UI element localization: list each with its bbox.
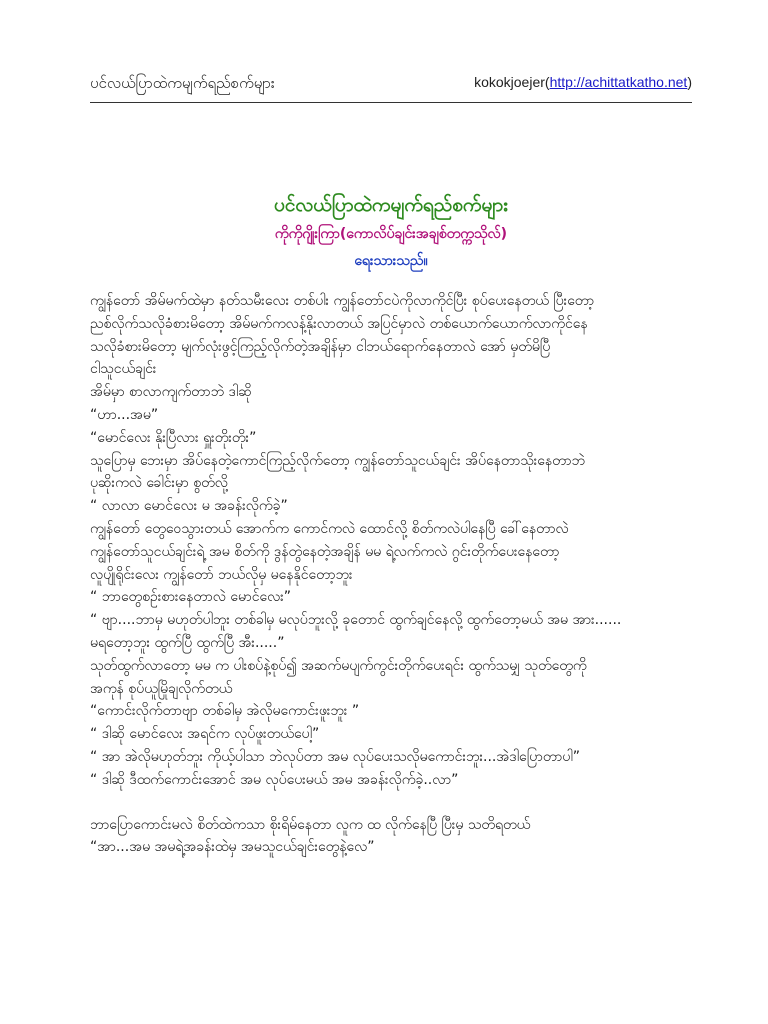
text-line: ပုဆိုးကလဲ ခေါင်းမှာ စွတ်လို့ [90,475,228,492]
text-line: ငါသူငယ်ချင်း [90,361,157,378]
text-line: ညစ်လိုက်သလိုခံစားမိတော့ အိမ်မက်ကလန့်နိုးလာတယ် အပြင်မှာလဲ တစ်ယောက်ယောက်လာကိုင်နေ [90,315,588,332]
paragraph-gap [90,792,692,814]
header-title: ပင်လယ်ပြာထဲကမျက်ရည်စက်များ [90,74,275,92]
text-line: ကျွန်တော်သူငယ်ချင်းရဲ့ အမ စိတ်ကို ဒွန်တွဲနေတဲ့အချိန် မမ ရဲ့လက်ကလဲ ဂွင်းတိုက်ပေးနေတော့ [90,543,560,560]
header-author-close: ) [687,74,692,90]
text-line: အကုန် စုပ်ယူမြိုချလိုက်တယ် [90,680,233,697]
header-author [474,74,692,90]
text-line: “ အာ အဲလိုမဟုတ်ဘူး ကိုယ့်ပါသာ ဘဲလုပ်တာ အမ လုပ်ပေးသလိုမကောင်းဘူး...အဲဒါပြောတာပါ” [90,748,580,765]
text-line: အိမ်မှာ စာလာကျက်တာဘဲ ဒါဆို [90,384,252,401]
text-line: “ဟာ...အမ” [90,406,159,423]
header-link[interactable]: http://achittatkatho.net [549,74,688,90]
text-line: ကျွန်တော် တွေဝေသွားတယ် အောက်က ကောင်ကလဲ ထောင်လို့ စိတ်ကလဲပါနေပြီ ခေါ်နေတာလဲ [90,520,569,537]
story-body [90,290,692,859]
paragraph-group-1 [90,290,692,792]
text-line: “ လာလာ မောင်လေး မ အခန်းလိုက်ခဲ့” [90,498,288,515]
header-author-name: kokokjoejer( [474,74,550,90]
text-line: လူပျိုရိုင်းလေး ကျွန်တော် ဘယ်လိုမှ မနေနိုင်တော့ဘူး [90,566,353,583]
title-block [90,190,692,274]
text-line: “ ဗျာ....ဘာမှ မဟုတ်ပါဘူး တစ်ခါမှ မလုပ်ဘူးလို့ ခုတောင် ထွက်ချင်နေလို့ ထွက်တော့မယ် အမ အား...... [90,612,622,629]
text-line: မရတော့ဘူး ထွက်ပြီ ထွက်ပြီ အီး.....” [90,634,285,651]
text-line: “အာ...အမ အမရဲ့အခန်းထဲမှ အမသူငယ်ချင်းတွေနဲ့လေ” [90,839,375,856]
text-line: “ကောင်းလိုက်တာဗျာ တစ်ခါမှ အဲလိုမကောင်းဖူးဘူး ” [90,703,360,720]
story-author: ကိုကိုဂျိုးကြာ(ကောလိပ်ချင်းအချစ်တက္ကသိုလ်) [274,226,508,242]
text-line: သလိုခံစားမိတော့ မျက်လုံးဖွင့်ကြည့်လိုက်တဲ့အချိန်မှာ ငါဘယ်ရောက်နေတာလဲ အော် မှတ်မိပြီ [90,338,551,355]
text-line: သုတ်ထွက်လာတော့ မမ က ပါးစပ်နဲ့စုပ်၍ အဆက်မပျက်ကွင်းတိုက်ပေးရင်း ထွက်သမျှ သုတ်တွေကို [90,657,587,674]
text-line: သူပြောမှ ဘေးမှာ အိပ်နေတဲ့ကောင်ကြည့်လိုက်တော့ ကျွန်တော်သူငယ်ချင်း အိပ်နေတာသိုးနေတာဘဲ [90,452,586,469]
text-line: ကျွန်တော် အိမ်မက်ထဲမှာ နတ်သမီးလေး တစ်ပါး ကျွန်တော်ငပဲကိုလာကိုင်ပြီး စုပ်ပေးနေတယ် ပြီးတော့ [90,293,595,309]
story-byline: ရေးသားသည်။ [354,253,428,269]
page-header [90,74,692,104]
text-line: ဘာပြောကောင်းမလဲ စိတ်ထဲကသာ စိုးရိမ်နေတာ လူက ထ လိုက်နေပြီ ပြီးမှ သတိရတယ် [90,816,531,833]
text-line: “ ဒါဆို ဒီထက်ကောင်းအောင် အမ လုပ်ပေးမယ် အမ အခန်းလိုက်ခဲ့..လာ” [90,771,459,788]
text-line: “ ဘာတွေစဉ်းစားနေတာလဲ မောင်လေး” [90,589,292,606]
text-line: “မောင်လေး နိုးပြီလား ရှူးတိုးတိုး” [90,429,257,446]
text-line: “ ဒါဆို မောင်လေး အရင်က လုပ်ဖူးတယ်ပေါ့” [90,726,320,743]
paragraph-group-2 [90,814,692,860]
header-divider [90,102,692,103]
story-title: ပင်လယ်ပြာထဲကမျက်ရည်စက်များ [274,194,508,216]
